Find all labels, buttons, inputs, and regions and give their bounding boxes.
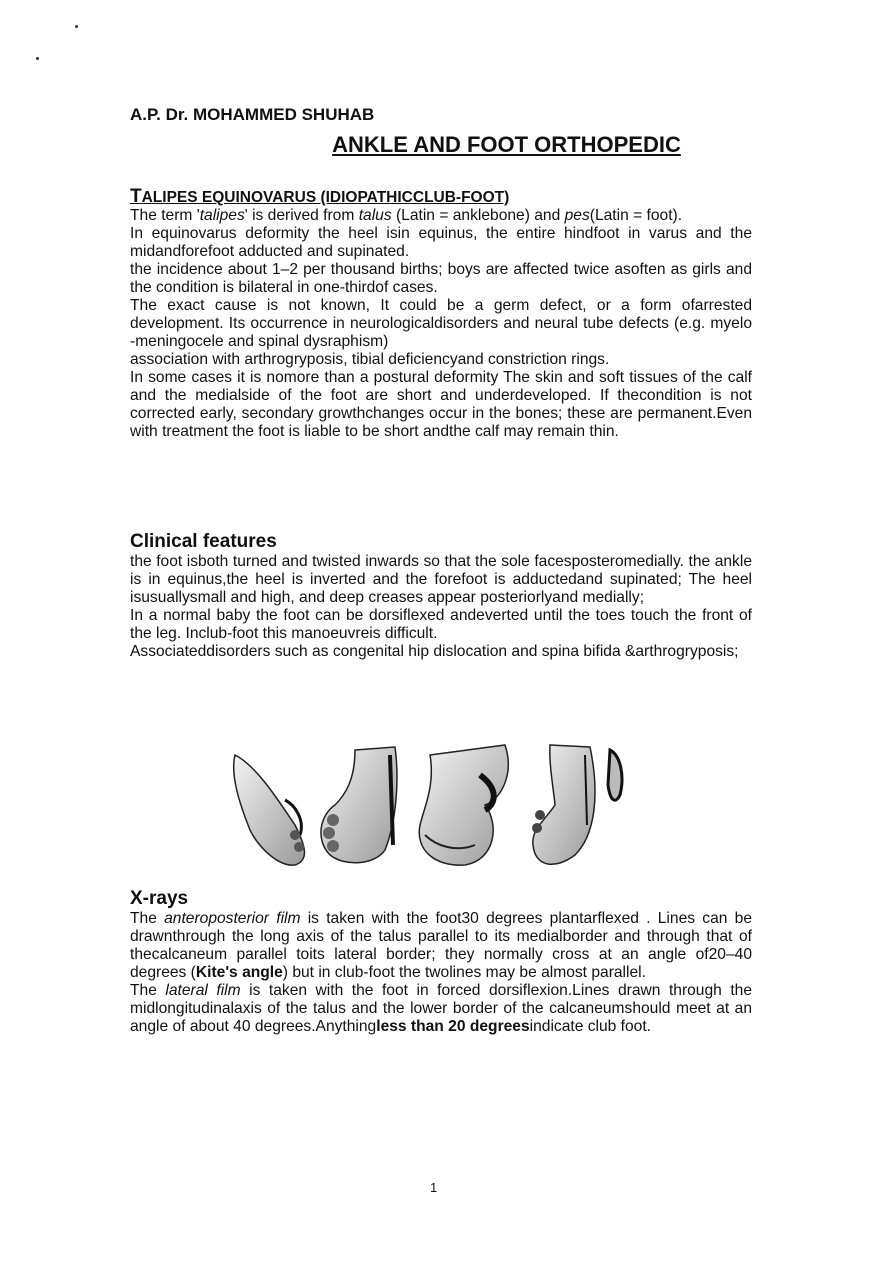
section-heading-xrays: X-rays [130, 888, 189, 909]
paragraph: The term 'talipes' is derived from talus (Latin = anklebone) and pes(Latin = foot). [130, 207, 683, 224]
paragraph: In a normal baby the foot can be dorsiflexed andeverted until the toes touch the front of the leg. Inclub-foot this manoeuvreis difficult. [130, 607, 752, 642]
paragraph: association with arthrogryposis, tibial deficiencyand constriction rings. [130, 351, 610, 368]
paragraph: the foot isboth turned and twisted inwards so that the sole facesposteromedially. the ankle is in equinus,the heel is inverted and the forefoot is adductedand supinated; The heel isusuallysmall and high, and deep creases appear posteriorlyand medially; [130, 553, 752, 606]
scan-speck [75, 25, 78, 28]
document-title: ANKLE AND FOOT ORTHOPEDIC [332, 132, 681, 157]
scan-speck [36, 57, 39, 60]
paragraph: The exact cause is not known, It could be a germ defect, or a form ofarrested development. Its occurrence in neurologicaldisorders and neural tube defects (e.g. myelo -meningocele and spinal dysraphism) [130, 297, 752, 350]
section-heading-clinical: Clinical features [130, 531, 277, 552]
section-heading-talipes: TALIPES EQUINOVARUS (IDIOPATHICCLUB-FOOT) [130, 186, 510, 207]
author-name: A.P. Dr. MOHAMMED SHUHAB [130, 105, 375, 124]
paragraph: Associateddisorders such as congenital hip dislocation and spina bifida &arthrogryposis; [130, 643, 739, 660]
paragraph: the incidence about 1–2 per thousand births; boys are affected twice asoften as girls and the condition is bilateral in one-thirdof cases. [130, 261, 752, 296]
paragraph: The lateral film is taken with the foot in forced dorsiflexion.Lines drawn through the midlongitudinalaxis of the talus and the lower border of the calcaneumshould meet at an angle of about 40 degrees.Anythingless than 20 degreesindicate club foot. [130, 982, 753, 1035]
clubfoot-illustration [215, 735, 665, 875]
paragraph: In equinovarus deformity the heel isin equinus, the entire hindfoot in varus and the midandforefoot adducted and supinated. [130, 225, 752, 260]
page-number: 1 [430, 1180, 438, 1195]
section-x-rays [130, 890, 752, 1036]
section-clinical-features [130, 533, 752, 661]
paragraph: In some cases it is nomore than a postural deformity The skin and soft tissues of the calf and the medialside of the foot are short and underdeveloped. If thecondition is not corrected early, secondary growthchanges occur in the bones; these are permanent.Even with treatment the foot is liable to be short andthe calf may remain thin. [130, 369, 752, 440]
paragraph: The anteroposterior film is taken with the foot30 degrees plantarflexed . Lines can be drawnthrough the long axis of the talus parallel to its medialborder and through that of thecalcaneum parallel toits lateral border; they normally cross at an angle of20–40 degrees (Kite's angle) but in club-foot the twolines may be almost parallel. [130, 910, 752, 981]
clubfoot-photo [215, 735, 665, 875]
section-talipes [130, 188, 752, 441]
